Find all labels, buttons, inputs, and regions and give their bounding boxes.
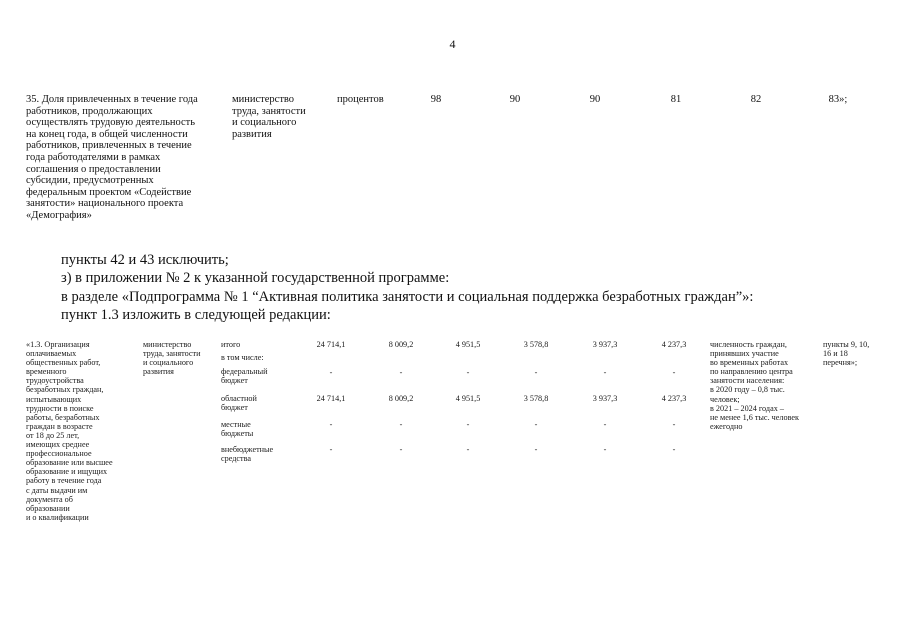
- text-line: итого: [221, 340, 241, 349]
- instruction-line: з) в приложении № 2 к указанной государственной программе:: [61, 270, 450, 286]
- funding-label-total: [221, 340, 240, 349]
- indicator-35-text: [26, 94, 226, 222]
- text-line: образование или высшее: [26, 458, 113, 468]
- text-line: и социального: [143, 358, 194, 368]
- funding-value: -: [534, 368, 538, 377]
- text-line: местные: [221, 420, 251, 429]
- text-line: министерство: [232, 94, 295, 105]
- funding-value: -: [399, 420, 403, 429]
- text-line: образование и ищущих: [26, 467, 108, 477]
- text-line: работников, продолжающих: [26, 105, 153, 117]
- indicator-35-value: 90: [509, 94, 521, 105]
- text-line: бюджет: [221, 376, 248, 386]
- text-line: «1.3. Организация: [26, 340, 90, 349]
- text-line: занятости» национального проекта: [26, 198, 184, 210]
- text-line: развития: [232, 128, 272, 140]
- funding-value: 3 937,3: [592, 394, 618, 403]
- funding-value: 8 009,2: [388, 394, 414, 403]
- text-line: оплачиваемых: [26, 349, 77, 359]
- text-line: профессиональное: [26, 449, 92, 459]
- text-line: труда, занятости: [232, 105, 306, 117]
- funding-value: 3 578,8: [523, 340, 549, 349]
- funding-label-including: [221, 353, 264, 362]
- indicator-35-unit: процентов: [337, 94, 384, 105]
- funding-value: -: [672, 368, 676, 377]
- funding-value: -: [603, 445, 607, 454]
- indicator-35-value: 83»;: [828, 94, 848, 105]
- indicator-35-value: 98: [430, 94, 442, 105]
- funding-label-extrabudgetary: [221, 445, 273, 463]
- page-number: 4: [449, 37, 456, 51]
- funding-label-federal: [221, 367, 268, 385]
- funding-value: 4 951,5: [455, 394, 481, 403]
- funding-value: 4 237,3: [661, 394, 687, 403]
- instruction-line: пункты 42 и 43 исключить;: [61, 252, 229, 268]
- text-line: ежегодно: [710, 421, 743, 431]
- text-line: с даты выдачи им: [26, 485, 88, 495]
- text-line: имеющих среднее: [26, 440, 90, 450]
- text-line: временного: [26, 367, 67, 377]
- text-line: безработных граждан,: [26, 385, 104, 395]
- text-line: средства: [221, 454, 252, 464]
- funding-value: 4 951,5: [455, 340, 481, 349]
- funding-value: -: [399, 368, 403, 377]
- text-line: не менее 1,6 тыс. человек: [710, 412, 800, 422]
- measure-1-3-indicator-ref: [823, 340, 869, 367]
- funding-value: -: [534, 445, 538, 454]
- text-line: осуществлять трудовую деятельность: [26, 117, 196, 129]
- text-line: труда, занятости: [143, 349, 201, 359]
- funding-label-regional: [221, 394, 257, 412]
- text-line: общественных работ,: [26, 358, 101, 368]
- text-line: в 2021 – 2024 годах –: [710, 403, 784, 413]
- text-line: работников, привлеченных в течение: [26, 140, 192, 152]
- funding-value: -: [466, 368, 470, 377]
- text-line: документа об: [26, 494, 73, 504]
- funding-value: -: [603, 368, 607, 377]
- text-line: соглашения о предоставлении: [26, 163, 161, 175]
- text-line: по направлению центра: [710, 367, 793, 377]
- funding-value: -: [534, 420, 538, 429]
- funding-value: -: [329, 368, 333, 377]
- text-line: численность граждан,: [710, 340, 787, 349]
- funding-value: 24 714,1: [316, 394, 346, 403]
- instruction-line: пункт 1.3 изложить в следующей редакции:: [61, 307, 331, 323]
- indicator-35-ministry: [232, 94, 306, 140]
- text-line: образовании: [26, 503, 70, 513]
- text-line: граждан в возрасте: [26, 421, 93, 431]
- instruction-line: в разделе «Подпрограмма № 1 “Активная политика занятости и социальная поддержка безработных граждан”»:: [61, 289, 754, 305]
- funding-value: 8 009,2: [388, 340, 414, 349]
- text-line: во временных работах: [710, 358, 789, 368]
- measure-1-3-expected-result: [710, 340, 799, 431]
- text-line: трудоустройства: [26, 376, 84, 386]
- funding-value: -: [399, 445, 403, 454]
- text-line: трудности в поиске: [26, 403, 94, 413]
- funding-value: -: [603, 420, 607, 429]
- text-line: федеральный: [221, 367, 268, 376]
- text-line: занятости населения:: [710, 376, 785, 386]
- indicator-35-value: 90: [589, 94, 601, 105]
- text-line: принявших участие: [710, 349, 779, 359]
- text-line: испытывающих: [26, 394, 82, 404]
- text-line: субсидии, предусмотренных: [26, 175, 154, 187]
- indicator-35-value: 82: [750, 94, 762, 105]
- indicator-35-value: 81: [670, 94, 682, 105]
- text-line: бюджет: [221, 403, 248, 413]
- text-line: работы, безработных: [26, 412, 100, 422]
- text-line: 16 и 18: [823, 349, 848, 359]
- text-line: и о квалификации: [26, 512, 89, 522]
- funding-label-local: [221, 420, 253, 438]
- text-line: от 18 до 25 лет,: [26, 430, 80, 440]
- text-line: человек;: [710, 394, 740, 404]
- measure-1-3-text: [26, 340, 113, 522]
- text-line: областной: [221, 394, 257, 403]
- text-line: перечня»;: [823, 358, 858, 368]
- text-line: и социального: [232, 117, 297, 129]
- text-line: работу в течение года: [26, 476, 102, 486]
- text-line: в том числе:: [221, 353, 264, 362]
- funding-value: 3 937,3: [592, 340, 618, 349]
- text-line: пункты 9, 10,: [823, 340, 870, 349]
- funding-value: -: [466, 420, 470, 429]
- text-line: министерство: [143, 340, 192, 349]
- funding-value: -: [329, 445, 333, 454]
- funding-value: -: [672, 420, 676, 429]
- funding-value: -: [329, 420, 333, 429]
- funding-value: -: [672, 445, 676, 454]
- text-line: «Демография»: [26, 209, 92, 221]
- text-line: бюджеты: [221, 429, 254, 439]
- measure-1-3-ministry: [143, 340, 201, 376]
- funding-value: 3 578,8: [523, 394, 549, 403]
- text-line: федеральным проектом «Содействие: [26, 186, 192, 198]
- text-line: на конец года, в общей численности: [26, 128, 188, 140]
- funding-value: -: [466, 445, 470, 454]
- text-line: внебюджетные: [221, 445, 274, 454]
- text-line: года работодателями в рамках: [26, 151, 161, 163]
- funding-value: 4 237,3: [661, 340, 687, 349]
- text-line: 35. Доля привлеченных в течение года: [26, 94, 198, 105]
- text-line: развития: [143, 367, 174, 377]
- funding-value: 24 714,1: [316, 340, 346, 349]
- text-line: в 2020 году – 0,8 тыс.: [710, 385, 785, 395]
